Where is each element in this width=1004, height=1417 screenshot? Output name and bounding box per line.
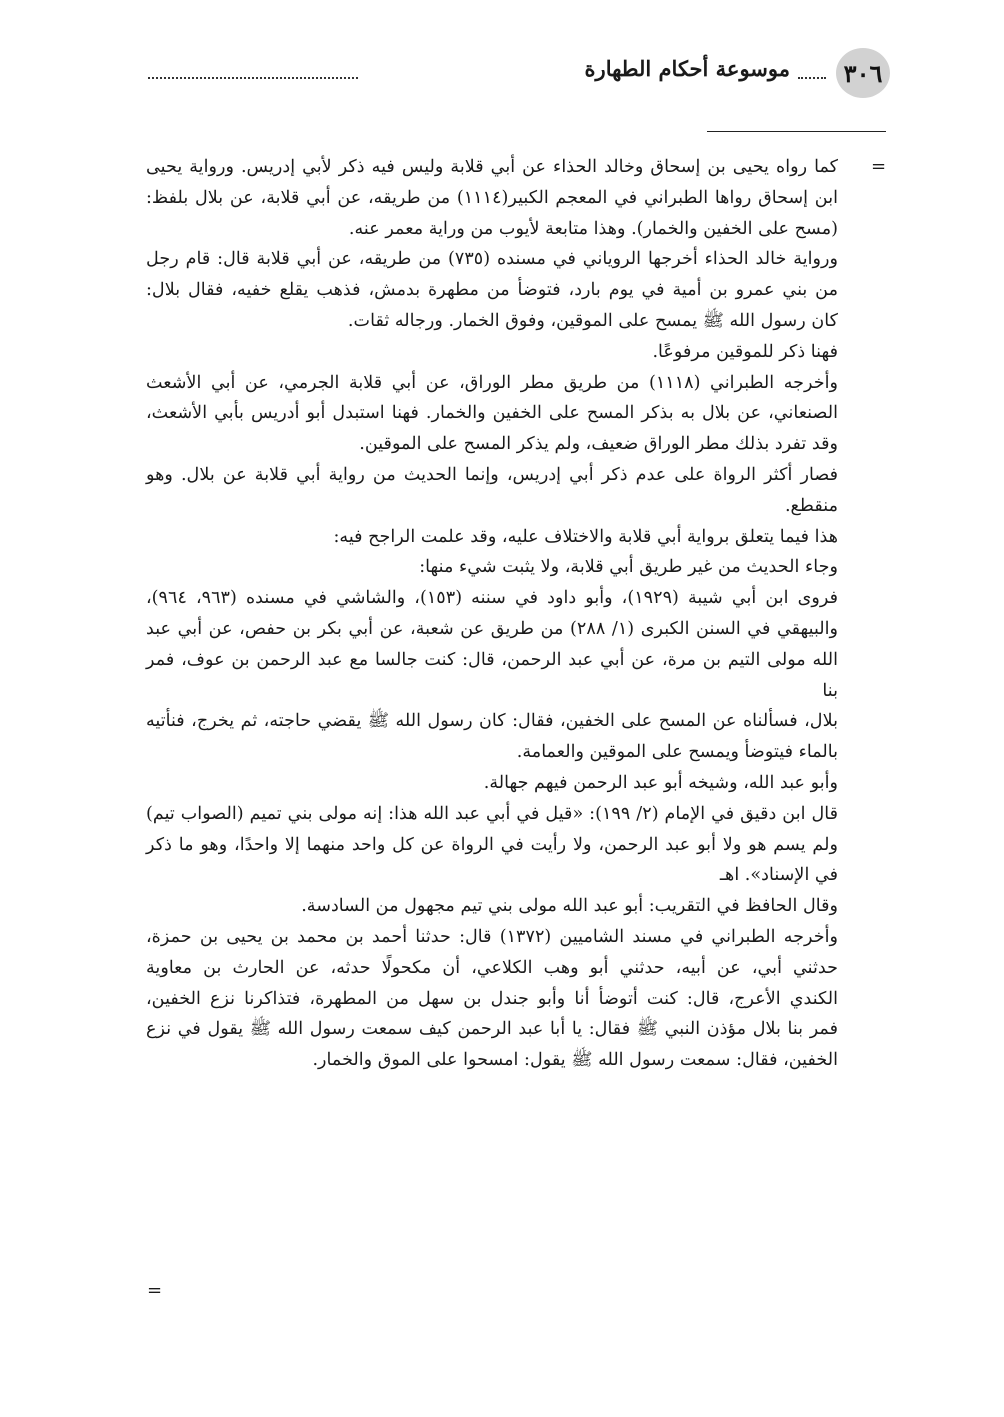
paragraph [146, 922, 838, 1076]
text-line: وقد تفرد بذلك مطر الوراق ضعيف، ولم يذكر المسح على الموقين. [359, 434, 838, 455]
text-line: بالماء فيتوضأ ويمسح على الموقين والعمامة. [516, 742, 838, 763]
paragraph [146, 891, 838, 922]
text-line: فهنا ذكر للموقين مرفوعًا. [652, 341, 838, 362]
text-line: فصار أكثر الرواة على عدم ذكر أبي إدريس، وإنما الحديث من رواية أبي قلابة عن بلال. وهو [146, 464, 838, 485]
text-line: من بني عمرو بن أمية في يوم بارد، فتوضأ من مطهرة بدمش، فذهب يقلع خفيه، فقال بلال: [146, 280, 838, 301]
text-line: والبيهقي في السنن الكبرى (١/ ٢٨٨) من طريق عن شعبة، عن أبي بكر بن حفص، عن أبي عبد [146, 618, 838, 639]
text-line: (مسح على الخفين والخمار). وهذا متابعة لأيوب من وراية معمر عنه. [348, 218, 838, 239]
paragraph [146, 152, 838, 244]
text-line: منقطع. [784, 495, 838, 516]
text-line: بلال، فسألناه عن المسح على الخفين، فقال: كان رسول الله ﷺ يقضي حاجته، ثم يخرج، فنأتيه [146, 711, 838, 732]
header-dots-left [148, 77, 358, 79]
text-line: ورواية خالد الحذاء أخرجها الروياني في مسنده (٧٣٥) من طريقه، عن أبي قلابة قال: قام رجل [146, 249, 838, 270]
text-line: فروى ابن أبي شيبة (١٩٢٩)، وأبو داود في سننه (١٥٣)، والشاشي في مسنده (٩٦٣، ٩٦٤)، [146, 588, 838, 609]
text-line: وجاء الحديث من غير طريق أبي قلابة، ولا يثبت شيء منها: [419, 557, 838, 578]
text-line: كان رسول الله ﷺ يمسح على الموقين، وفوق الخمار. ورجاله ثقات. [347, 310, 838, 331]
paragraph [146, 460, 838, 522]
text-line: فمر بنا بلال مؤذن النبي ﷺ فقال: يا أبا عبد الرحمن كيف سمعت رسول الله ﷺ يقول في نزع [146, 1019, 838, 1040]
text-line: الصنعاني، عن بلال به بذكر المسح على الخفين والخمار. فهنا استبدل أبو أدريس بأبي الأشعث، [146, 403, 838, 424]
page-header [140, 48, 890, 100]
footnote-body [146, 152, 838, 1076]
text-line: ابن إسحاق رواها الطبراني في المعجم الكبير(١١١٤) من طريقه، عن أبي قلابة، عن بلال بلفظ: [146, 187, 838, 208]
paragraph [146, 768, 838, 799]
text-line: ولم يسم هو ولا أبو عبد الرحمن، ولا رأيت في الرواة عن كل واحد منهما إلا واحدًا، وهو ما ذكر [146, 834, 838, 855]
text-line: هذا فيما يتعلق برواية أبي قلابة والاختلاف عليه، وقد علمت الراجح فيه: [333, 526, 838, 547]
footnote-separator [707, 131, 886, 132]
paragraph [146, 244, 838, 336]
paragraph [146, 368, 838, 460]
text-line: في الإسناد». اهـ [719, 865, 838, 886]
paragraph [146, 552, 838, 583]
page-number-badge: ٣٠٦ [836, 48, 890, 98]
text-line: الخفين، فقال: سمعت رسول الله ﷺ يقول: امسحوا على الموق والخمار. [312, 1050, 838, 1071]
text-line: الله مولى التيم بن مرة، عن أبي عبد الرحمن، قال: كنت جالسا مع عبد الرحمن بن عوف، فمر بنا [146, 649, 838, 701]
paragraph [146, 583, 838, 768]
text-line: وأخرجه الطبراني في مسند الشاميين (١٣٧٢) قال: حدثنا أحمد بن محمد بن يحيى بن حمزة، [146, 926, 838, 947]
paragraph [146, 337, 838, 368]
text-line: وأبو عبد الله، وشيخه أبو عبد الرحمن فيهم جهالة. [483, 772, 838, 793]
text-line: الكندي الأعرج، قال: كنت أتوضأ أنا وأبو جندل بن سهل من المطهرة، فتذاكرنا نزع الخفين، [146, 988, 838, 1009]
running-title: موسوعة أحكام الطهارة [584, 56, 790, 81]
text-line: قال ابن دقيق في الإمام (٢/ ١٩٩): «قيل في أبي عبد الله هذا: إنه مولى بني تميم (الصواب تيم) [146, 803, 839, 824]
continuation-marker-top: = [871, 156, 887, 177]
text-line: حدثني أبي، عن أبيه، حدثني أبو وهب الكلاعي، أن مكحولًا حدثه، عن الحارث بن معاوية [146, 957, 838, 978]
paragraph [146, 799, 838, 891]
text-line: كما رواه يحيى بن إسحاق وخالد الحذاء عن أبي قلابة وليس فيه ذكر لأبي إدريس. ورواية يحيى [146, 157, 838, 177]
paragraph [146, 522, 838, 553]
header-dots-right [798, 77, 826, 79]
text-line: وقال الحافظ في التقريب: أبو عبد الله مولى بني تيم مجهول من السادسة. [301, 896, 838, 917]
text-line: وأخرجه الطبراني (١١١٨) من طريق مطر الوراق، عن أبي قلابة الجرمي، عن أبي الأشعث [146, 372, 838, 393]
continuation-marker-bottom: = [147, 1280, 163, 1301]
